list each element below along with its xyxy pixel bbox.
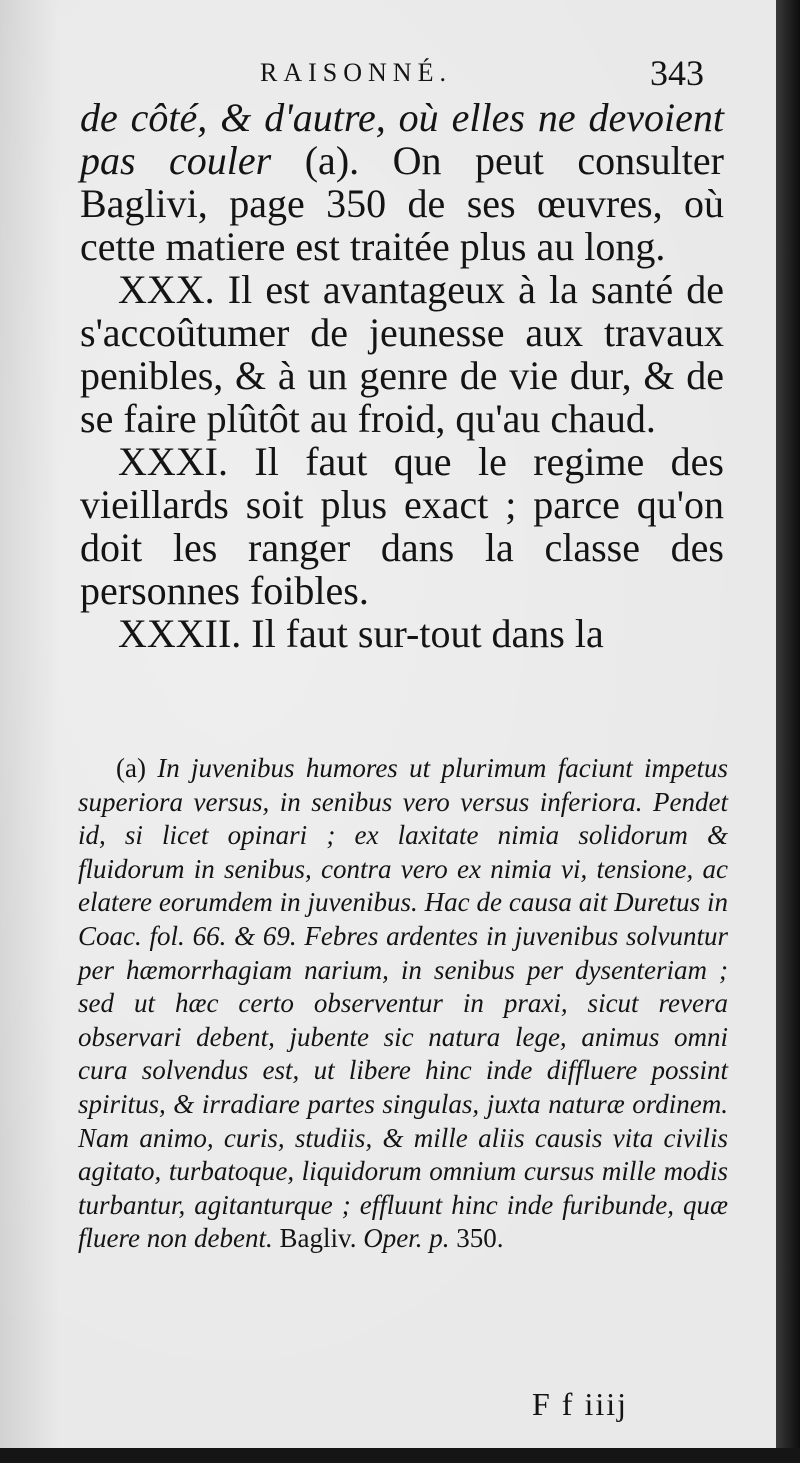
footnote-reference-page: 350. [449,1223,504,1254]
footnote [78,752,728,1256]
italic-text: de côté, & d'autre, où elles ne devoient pas couler [80,95,724,183]
footnote-italic-2: fol. 66. & 69. [141,920,305,951]
paragraph-xxx: XXX. Il est avantageux à la santé de s'accoûtumer de jeunesse aux travaux penibles, & à un genre de vie dur, & de se faire plûtôt au froid, qu'au chaud. [80,267,724,441]
paragraph-xxxii: XXXII. Il faut sur-tout dans la [118,611,604,656]
footnote-italic-3: Febres ardentes in juvenibus solvuntur per hæmorrhagiam narium, in senibus per dysenteriam ; sed ut hæc certo observentur in praxi, sicut revera observari debent, jubente sic natura lege, animus omni cura solvendus est, ut libere hinc inde diffluere possint spiritus, & irradiare partes singulas, juxta naturæ ordinem. Nam animo, curis, studiis, & mille aliis causis vita civilis agitato, turbatoque, liquidorum omnium cursus mille modis turbantur, agitanturque ; effluunt hinc inde furibunde, quæ fluere non debent. [78,920,728,1254]
page-bottom-shadow [0,1448,800,1463]
footnote-italic-1: In juvenibus humores ut plurimum faciunt impetus superiora versus, in senibus vero versus inferiora. Pendet id, si licet opinari ; ex laxitate nimia solidorum & fluidorum in senibus, contra vero ex nimia vi, tensione, ac elatere eorumdem in juvenibus. Hac de causa ait Duretus in Coac. [78,753,728,951]
footnote-marker: (a) [116,753,158,783]
signature-mark: F f iiij [532,1386,629,1422]
paragraph-xxxi: XXXI. Il faut que le regime des vieillards soit plus exact ; parce qu'on doit les ranger dans la classe des personnes foibles. [80,439,724,613]
footnote-paragraph [78,752,728,1256]
page-edge-shadow [776,0,800,1463]
paragraph-text: (a). On peut consulter Baglivi, page 350 de ses œuvres, où cette matiere est traitée plus au long. [80,138,724,269]
footnote-reference-italic: Oper. p. [363,1223,450,1254]
footnote-reference: Bagliv. [272,1223,364,1254]
paragraph-continuation [80,96,724,268]
running-title: RAISONNÉ. [260,58,452,87]
page-number: 343 [650,53,704,93]
main-text [80,96,724,655]
